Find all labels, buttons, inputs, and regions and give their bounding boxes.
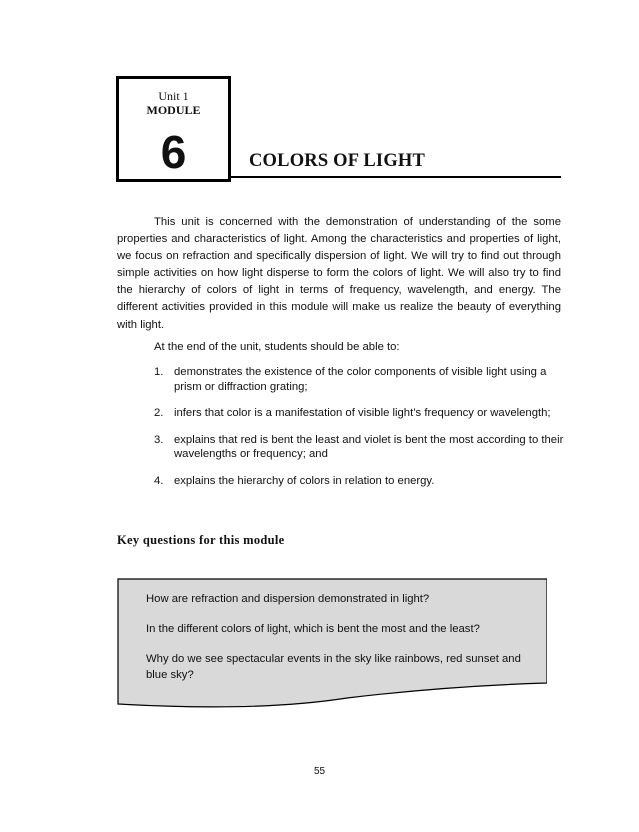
objective-item bbox=[154, 433, 564, 462]
question-item: How are refraction and dispersion demonstrated in light? bbox=[146, 593, 430, 605]
questions-list bbox=[146, 591, 536, 697]
question-item: Why do we see spectacular events in the sky like rainbows, red sunset and blue sky? bbox=[146, 653, 521, 681]
objective-number: 1. bbox=[154, 366, 164, 378]
page-title: COLORS OF LIGHT bbox=[249, 151, 426, 171]
objective-item bbox=[154, 474, 564, 489]
objective-number: 3. bbox=[154, 433, 164, 446]
objective-item bbox=[154, 365, 564, 394]
objective-text: demonstrates the existence of the color components of visible light using a prism or diffraction grating; bbox=[174, 366, 547, 393]
title-underline bbox=[231, 176, 561, 178]
objective-item bbox=[154, 406, 564, 421]
objectives-lead: At the end of the unit, students should be able to: bbox=[154, 341, 400, 353]
key-questions-heading: Key questions for this module bbox=[117, 533, 285, 547]
page-number: 55 bbox=[313, 766, 326, 777]
objective-number: 4. bbox=[154, 474, 164, 487]
module-label: MODULE bbox=[146, 103, 201, 117]
objective-text: explains that red is bent the least and violet is bent the most according to their wavelengths or frequency; and bbox=[174, 433, 564, 461]
objective-text: explains the hierarchy of colors in relation to energy. bbox=[174, 474, 435, 487]
module-number: 6 bbox=[160, 126, 187, 178]
objectives-list bbox=[154, 365, 564, 501]
objective-number: 2. bbox=[154, 407, 164, 420]
question-item: In the different colors of light, which is bent the most and the least? bbox=[146, 623, 480, 635]
unit-label: Unit 1 bbox=[158, 89, 189, 103]
intro-paragraph: This unit is concerned with the demonstration of understanding of the some properties and characteristics of light. Among the characteristics and properties of light, we focus on refraction and specifically dispersion of light. We will try to find out through simple activities on how light disperse to form the colors of light. We will also try to find the hierarchy of colors of light in terms of frequency, wavelength, and energy. The different activities provided in this module will make us realize the beauty of everything with light. bbox=[117, 216, 561, 331]
module-box bbox=[116, 76, 231, 182]
objective-text: infers that color is a manifestation of visible light’s frequency or wavelength; bbox=[174, 407, 551, 420]
key-questions-box bbox=[117, 578, 547, 713]
